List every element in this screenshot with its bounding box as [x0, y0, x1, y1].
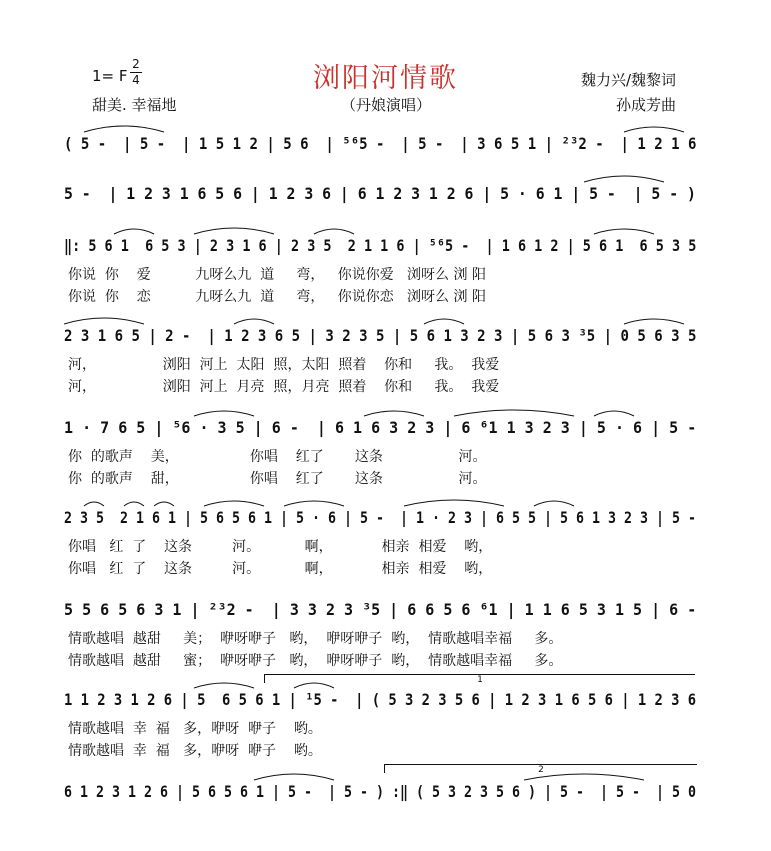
- lyrics-verse-2: 情歌越唱 越甜 蜜； 咿呀咿子 哟， 咿呀咿子 哟， 情歌越唱幸福 多。: [68, 653, 563, 669]
- lyrics-verse-2: 情歌越唱 幸 福 多，咿呀 咿子 哟。: [68, 743, 322, 759]
- singer-credit: （丹娘演唱）: [341, 96, 432, 114]
- slur-marks: [64, 222, 696, 236]
- key-signature: 1= F: [92, 67, 128, 85]
- lyrics-verse-2: 你唱 红 了 这条 河。 啊， 相亲 相爱 哟，: [68, 561, 493, 577]
- notation-line: ( 5 - | 5 - | 1 5 1 2 | 5 6 | ⁵⁶5 - | 5 - | 3 6 5 1 | ²³2 - | 1 2 1 6: [64, 134, 697, 153]
- lyricist-credit: 魏力兴/魏黎词: [580, 71, 676, 89]
- time-top: 2: [132, 57, 140, 71]
- lyrics-verse-2: 你 的歌声 甜， 你唱 红了 这条 河。: [68, 471, 487, 487]
- slur-marks: [64, 120, 696, 134]
- lyrics-verse-1: 你 的歌声 美， 你唱 红了 这条 河。: [68, 449, 487, 465]
- lyrics-verse-1: 河， 浏阳 河上 太阳 照，太阳 照着 你和 我。 我爱: [68, 357, 500, 373]
- notation-line: 2 3 5 2 1 6 1 | 5 6 5 6 1 | 5 · 6 | 5 - | 1 · 2 3 | 6 5 5 | 5 6 1 3 2 3 | 5 -: [64, 508, 696, 527]
- composer-credit: 孙成芳曲: [615, 96, 676, 114]
- notation-line: 2 3 1 6 5 | 2 - | 1 2 3 6 5 | 3 2 3 5 | 5 6 1 3 2 3 | 5 6 3 ³5 | 0 5 6 3 5: [64, 326, 697, 345]
- lyrics-verse-1: 你说 你 爱 九呀么九 道 弯， 你说你爱 浏呀么 浏 阳: [68, 267, 486, 283]
- slur-marks: [64, 768, 696, 782]
- slur-marks: [64, 404, 696, 418]
- volta-number: 1: [477, 675, 483, 685]
- notation-line: 6 1 2 3 1 2 6 | 5 6 5 6 1 | 5 - | 5 - ) :‖ ( 5 3 2 3 5 6 ) | 5 - | 5 - | 5 0: [64, 782, 696, 801]
- song-title: 浏阳河情歌: [313, 63, 458, 94]
- notation-line: 1 1 2 3 1 2 6 | 5 6 5 6 1 | ¹5 - | ( 5 3 2 3 5 6 | 1 2 3 1 6 5 6 | 1 2 3 6: [64, 690, 697, 709]
- time-bottom: 4: [132, 73, 140, 87]
- expression-marking: 甜美. 幸福地: [92, 96, 177, 114]
- volta-number: 2: [538, 765, 544, 775]
- notation-line: 1 · 7 6 5 | ⁵6 · 3 5 | 6 - | 6 1 6 3 2 3 | 6 ⁶1 1 3 2 3 | 5 · 6 | 5 -: [64, 418, 697, 437]
- lyrics-verse-2: 你说 你 恋 九呀么九 道 弯， 你说你恋 浏呀么 浏 阳: [68, 289, 486, 305]
- slur-marks: [64, 676, 696, 690]
- notation-line: 5 - | 1 2 3 1 6 5 6 | 1 2 3 6 | 6 1 2 3 1 2 6 | 5 · 6 1 | 5 - | 5 - ): [64, 184, 696, 203]
- slur-marks: [64, 312, 696, 326]
- slur-marks: [64, 170, 696, 184]
- lyrics-verse-1: 情歌越唱 幸 福 多，咿呀 咿子 哟。: [68, 721, 322, 737]
- notation-line: ‖: 5 6 1 6 5 3 | 2 3 1 6 | 2 3 5 2 1 1 6 | ⁵⁶5 - | 1 6 1 2 | 5 6 1 6 5 3 5: [64, 236, 697, 255]
- notation-line: 5 5 6 5 6 3 1 | ²³2 - | 3 3 2 3 ³5 | 6 6 5 6 ⁶1 | 1 1 6 5 3 1 5 | 6 -: [64, 600, 697, 619]
- lyrics-verse-2: 河， 浏阳 河上 月亮 照，月亮 照着 你和 我。 我爱: [68, 379, 500, 395]
- lyrics-verse-1: 情歌越唱 越甜 美； 咿呀咿子 哟， 咿呀咿子 哟， 情歌越唱幸福 多。: [68, 631, 563, 647]
- lyrics-verse-1: 你唱 红 了 这条 河。 啊， 相亲 相爱 哟，: [68, 539, 493, 555]
- time-signature: [130, 58, 142, 87]
- slur-marks: [64, 494, 696, 508]
